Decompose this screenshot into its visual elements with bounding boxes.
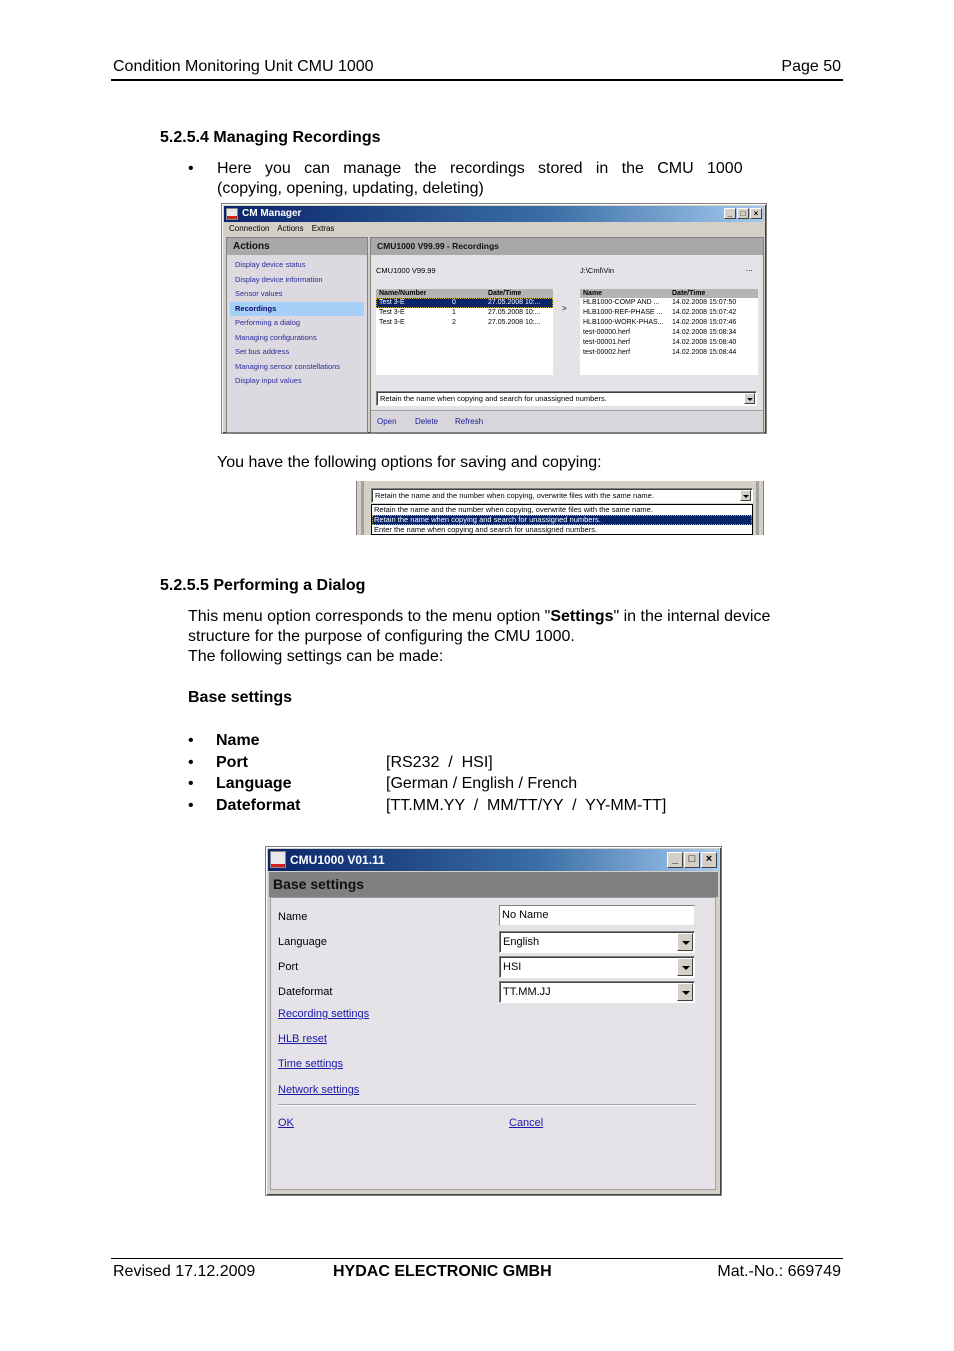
setting-bullet-name (188, 731, 788, 751)
recordings-panel (370, 237, 764, 433)
action-set-bus-address[interactable]: Set bus address (235, 347, 290, 356)
device-recordings-list[interactable] (376, 289, 553, 375)
setting-bullet-language (188, 774, 788, 794)
title-bar[interactable] (268, 849, 719, 871)
browse-button[interactable]: ... (746, 264, 753, 273)
table-row[interactable] (580, 338, 758, 348)
column-header-name-number[interactable]: Name/Number (379, 290, 427, 297)
setting-values: [German / English / French (386, 775, 578, 792)
action-display-device-status[interactable]: Display device status (235, 260, 306, 269)
dropdown-option-enter-name[interactable]: Enter the name when copying and search for unassigned numbers. (374, 525, 598, 534)
delete-link[interactable]: Delete (415, 417, 439, 426)
language-value: English (503, 936, 540, 948)
dateformat-value: TT.MM.JJ (503, 986, 551, 998)
table-row[interactable] (376, 318, 553, 328)
action-managing-configurations[interactable]: Managing configurations (235, 332, 317, 342)
table-row[interactable] (580, 318, 758, 328)
actions-panel (226, 237, 368, 433)
setting-values: [RS232 / HSI] (386, 754, 493, 771)
list-header (580, 289, 758, 298)
row-number: 1 (452, 309, 456, 316)
company-name: HYDAC ELECTRONIC GMBH (333, 1263, 552, 1280)
base-settings-form (270, 897, 716, 1190)
device-label: CMU1000 V99.99 (376, 266, 436, 275)
dateformat-select[interactable] (499, 981, 695, 1003)
settings-emphasis: Settings (550, 608, 614, 625)
refresh-link[interactable]: Refresh (455, 417, 484, 426)
bullet-icon: • (188, 732, 194, 749)
cm-manager-window (221, 203, 767, 434)
menu-connection[interactable]: Connection (229, 224, 270, 233)
language-select[interactable] (499, 931, 695, 953)
row-datetime: 14.02.2008 15:07:46 (672, 319, 737, 326)
language-label: Language (278, 936, 327, 948)
action-performing-a-dialog[interactable]: Performing a dialog (235, 318, 301, 327)
bullet-text-line1: Here you can manage the recordings stored in the CMU 1000 (217, 160, 743, 177)
page-header (111, 56, 843, 81)
row-name: test-00001.herf (583, 339, 631, 346)
menu-actions[interactable]: Actions (277, 224, 304, 233)
copy-arrow-button[interactable]: > (562, 304, 567, 313)
file-recordings-list[interactable] (580, 289, 758, 375)
chevron-down-icon[interactable] (677, 983, 693, 1001)
row-number: 0 (452, 299, 456, 306)
action-display-device-information[interactable]: Display device information (235, 274, 323, 284)
maximize-button[interactable]: □ (737, 208, 749, 219)
row-name: test-00002.herf (583, 349, 631, 356)
row-name: Test 3-E (379, 319, 405, 326)
actions-heading: Actions (227, 238, 367, 255)
section-heading-managing-recordings: 5.2.5.4 Managing Recordings (160, 129, 381, 146)
dropdown-option-overwrite[interactable]: Retain the name and the number when copying, overwrite files with the same name. (374, 505, 653, 514)
maximize-button[interactable]: □ (684, 852, 700, 868)
cancel-link[interactable]: Cancel (509, 1117, 544, 1129)
options-intro-text: You have the following options for saving and copying: (217, 454, 602, 471)
setting-bullet-dateformat (188, 796, 788, 816)
section-heading-performing-dialog: 5.2.5.5 Performing a Dialog (160, 577, 366, 594)
row-datetime: 27.05.2008 10:... (488, 309, 541, 316)
document-title: Condition Monitoring Unit CMU 1000 (113, 58, 374, 75)
name-label: Name (278, 911, 308, 923)
setting-bullet-port (188, 753, 788, 773)
window-title: CMU1000 V01.11 (290, 853, 385, 867)
title-bar[interactable] (224, 206, 764, 222)
row-datetime: 14.02.2008 15:07:50 (672, 299, 737, 306)
row-datetime: 14.02.2008 15:08:44 (672, 349, 737, 356)
section-paragraph (188, 607, 843, 667)
setting-values: [TT.MM.YY / MM/TT/YY / YY-MM-TT] (386, 797, 667, 814)
row-name: test-00000.herf (583, 329, 631, 336)
row-datetime: 14.02.2008 15:08:40 (672, 339, 737, 346)
table-row[interactable] (580, 308, 758, 318)
setting-name: Name (216, 732, 260, 749)
minimize-button[interactable]: _ (667, 852, 683, 868)
base-settings-subheading: Base settings (188, 689, 293, 706)
open-link[interactable]: Open (377, 417, 397, 426)
list-header (376, 289, 553, 298)
recordings-heading: CMU1000 V99.99 - Recordings (371, 238, 763, 255)
dateformat-label: Dateformat (278, 986, 333, 998)
setting-name: Language (216, 775, 292, 792)
bullet-icon: • (188, 160, 194, 177)
close-button[interactable]: × (750, 208, 762, 219)
action-managing-sensor-constellations[interactable]: Managing sensor constellations (235, 361, 341, 371)
divider (756, 481, 759, 535)
paragraph-line: The following settings can be made: (188, 648, 444, 665)
app-logo-icon (270, 851, 286, 868)
action-recordings[interactable]: Recordings (230, 302, 364, 317)
action-display-input-values[interactable]: Display input values (235, 376, 302, 385)
copy-options-value: Retain the name and the number when copying, overwrite files with the same name. (375, 491, 654, 500)
bullet-icon: • (188, 754, 194, 771)
network-settings-link[interactable]: Network settings (278, 1084, 360, 1096)
bullet-item (188, 159, 843, 199)
paragraph-text: This menu option corresponds to the menu option " (188, 608, 551, 625)
row-datetime: 14.02.2008 15:08:34 (672, 329, 737, 336)
bullet-icon: • (188, 775, 194, 792)
divider (361, 481, 364, 535)
base-settings-heading: Base settings (269, 872, 718, 897)
divider (278, 1104, 696, 1106)
row-name: Test 3-E (379, 299, 405, 306)
bullet-text-line2: (copying, opening, updating, deleting) (217, 180, 484, 197)
table-row[interactable] (580, 348, 758, 358)
paragraph-text: " in the internal device (613, 608, 771, 625)
column-header-name[interactable]: Name (583, 290, 603, 297)
action-sensor-values[interactable]: Sensor values (235, 289, 283, 298)
hlb-reset-link[interactable]: HLB reset (278, 1033, 327, 1045)
table-row[interactable] (376, 298, 553, 308)
app-logo-icon (226, 208, 238, 220)
chevron-down-icon[interactable] (677, 933, 693, 951)
menu-extras[interactable]: Extras (311, 224, 335, 233)
port-label: Port (278, 961, 299, 973)
copy-mode-value: Retain the name when copying and search for unassigned numbers. (380, 394, 607, 403)
close-button[interactable]: × (701, 852, 717, 868)
row-name: HLB1000-WORK-PHAS... (583, 319, 664, 326)
table-row[interactable] (580, 328, 758, 338)
copy-options-list (371, 504, 753, 535)
chevron-down-icon[interactable] (740, 490, 751, 501)
dropdown-option-retain-name[interactable]: Retain the name when copying and search for unassigned numbers. (372, 515, 752, 525)
row-datetime: 27.05.2008 10:... (488, 319, 541, 326)
setting-name: Port (216, 754, 248, 771)
row-name: HLB1000-COMP AND ... (583, 299, 660, 306)
setting-name: Dateformat (216, 797, 301, 814)
table-row[interactable] (580, 298, 758, 308)
name-input[interactable]: No Name (499, 905, 695, 926)
chevron-down-icon[interactable] (677, 958, 693, 976)
port-select[interactable] (499, 956, 695, 978)
minimize-button[interactable]: _ (724, 208, 736, 219)
column-header-date-time[interactable]: Date/Time (488, 290, 522, 297)
recording-settings-link[interactable]: Recording settings (278, 1008, 370, 1020)
revised-date: Revised 17.12.2009 (113, 1263, 256, 1280)
page-footer (111, 1258, 843, 1288)
cmu-base-settings-window (265, 846, 722, 1196)
copy-options-select[interactable] (371, 488, 753, 503)
recordings-footer (371, 410, 763, 432)
ok-link[interactable]: OK (278, 1117, 294, 1129)
port-value: HSI (503, 961, 522, 973)
row-name: Test 3-E (379, 309, 405, 316)
time-settings-link[interactable]: Time settings (278, 1058, 344, 1070)
material-number: Mat.-No.: 669749 (717, 1263, 841, 1280)
menu-bar (224, 222, 764, 236)
chevron-down-icon[interactable] (744, 393, 755, 404)
row-number: 2 (452, 319, 456, 326)
row-datetime: 14.02.2008 15:07:42 (672, 309, 737, 316)
table-row[interactable] (376, 308, 553, 318)
path-label: J:\Cml\Vin (580, 266, 615, 275)
page-number: Page 50 (781, 58, 841, 75)
paragraph-line: structure for the purpose of configuring the CMU 1000. (188, 628, 575, 645)
copy-mode-select[interactable] (376, 391, 757, 406)
window-title: CM Manager (242, 208, 302, 219)
column-header-date-time[interactable]: Date/Time (672, 290, 706, 297)
row-datetime: 27.05.2008 10:... (488, 299, 541, 306)
copy-options-dropdown-screenshot (356, 481, 764, 535)
bullet-icon: • (188, 797, 194, 814)
row-name: HLB1000-REF-PHASE ... (583, 309, 663, 316)
